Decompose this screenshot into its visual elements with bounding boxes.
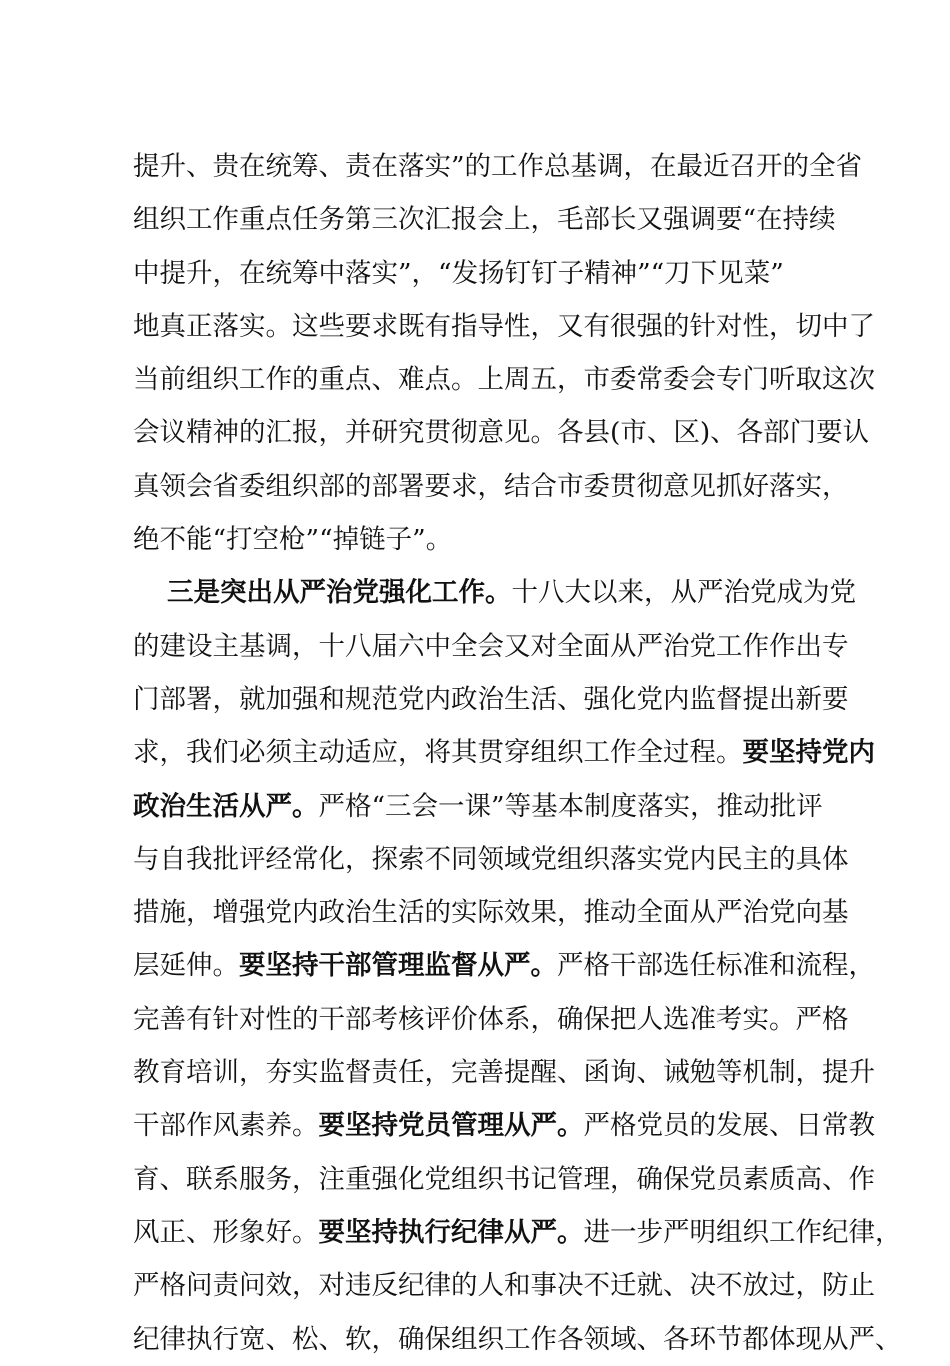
text-line	[133, 780, 823, 833]
bold-point: 政治生活从严。	[133, 790, 319, 822]
text-line: 措施，增强党内政治生活的实际效果，推动全面从严治党向基	[133, 897, 849, 929]
text-run: 十八大以来，从严治党成为党	[511, 577, 856, 609]
paragraph-2	[133, 566, 902, 1365]
text-line	[133, 939, 875, 992]
text-run: 严格干部选任标准和流程，	[557, 950, 875, 982]
text-line: 纪律执行宽、松、软，确保组织工作各领域、各环节都体现从严、	[133, 1323, 902, 1355]
text-line: 严格问责问效，对违反纪律的人和事决不迁就、决不放过，防止	[133, 1270, 875, 1302]
text-run: 进一步严明组织工作纪律，	[583, 1216, 902, 1248]
text-line: 真领会省委组织部的部署要求，结合市委贯彻意见抓好落实，	[133, 470, 849, 502]
text-line	[133, 1206, 902, 1259]
text-line: 的建设主基调，十八届六中全会又对全面从严治党工作作出专	[133, 630, 849, 662]
text-run: 求，我们必须主动适应，将其贯穿组织工作全过程。	[133, 737, 743, 769]
text-line: 组织工作重点任务第三次汇报会上，毛部长又强调要“在持续	[133, 204, 836, 236]
text-run: 层延伸。	[133, 950, 239, 982]
text-line: 绝不能“打空枪”“掉链子”。	[133, 524, 453, 556]
text-run: 严格“三会一课”等基本制度落实，推动批评	[318, 790, 823, 822]
text-line: 与自我批评经常化，探索不同领域党组织落实党内民主的具体	[133, 843, 849, 875]
text-line: 中提升，在统筹中落实”，“发扬钉钉子精神”“刀下见菜”	[133, 257, 784, 289]
paragraph-1	[133, 140, 875, 566]
text-line: 当前组织工作的重点、难点。上周五，市委常委会专门听取这次	[133, 364, 875, 396]
bold-point: 要坚持干部管理监督从严。	[239, 950, 557, 982]
text-line: 提升、贵在统筹、责在落实”的工作总基调，在最近召开的全省	[133, 151, 863, 182]
text-line: 育、联系服务，注重强化党组织书记管理，确保党员素质高、作	[133, 1163, 875, 1195]
text-run: 干部作风素养。	[133, 1110, 319, 1142]
text-line	[133, 1099, 875, 1152]
text-line	[133, 726, 875, 779]
body-text	[133, 140, 902, 1366]
bold-point: 要坚持党员管理从严。	[318, 1110, 584, 1142]
text-run: 风正、形象好。	[133, 1216, 319, 1248]
section-heading: 三是突出从严治党强化工作。	[167, 577, 512, 609]
text-line: 完善有针对性的干部考核评价体系，确保把人选准考实。严格	[133, 1003, 849, 1035]
text-line: 门部署，就加强和规范党内政治生活、强化党内监督提出新要	[133, 683, 849, 715]
text-line: 教育培训，夯实监督责任，完善提醒、函询、诫勉等机制，提升	[133, 1057, 875, 1089]
text-line	[133, 566, 856, 619]
text-line: 地真正落实。这些要求既有指导性，又有很强的针对性，切中了	[133, 310, 875, 342]
text-line: 会议精神的汇报，并研究贯彻意见。各县(市、区)、各部门要认	[133, 417, 870, 449]
bold-point: 要坚持执行纪律从严。	[318, 1216, 584, 1248]
text-run: 严格党员的发展、日常教	[583, 1110, 875, 1142]
bold-point: 要坚持党内	[742, 737, 875, 769]
